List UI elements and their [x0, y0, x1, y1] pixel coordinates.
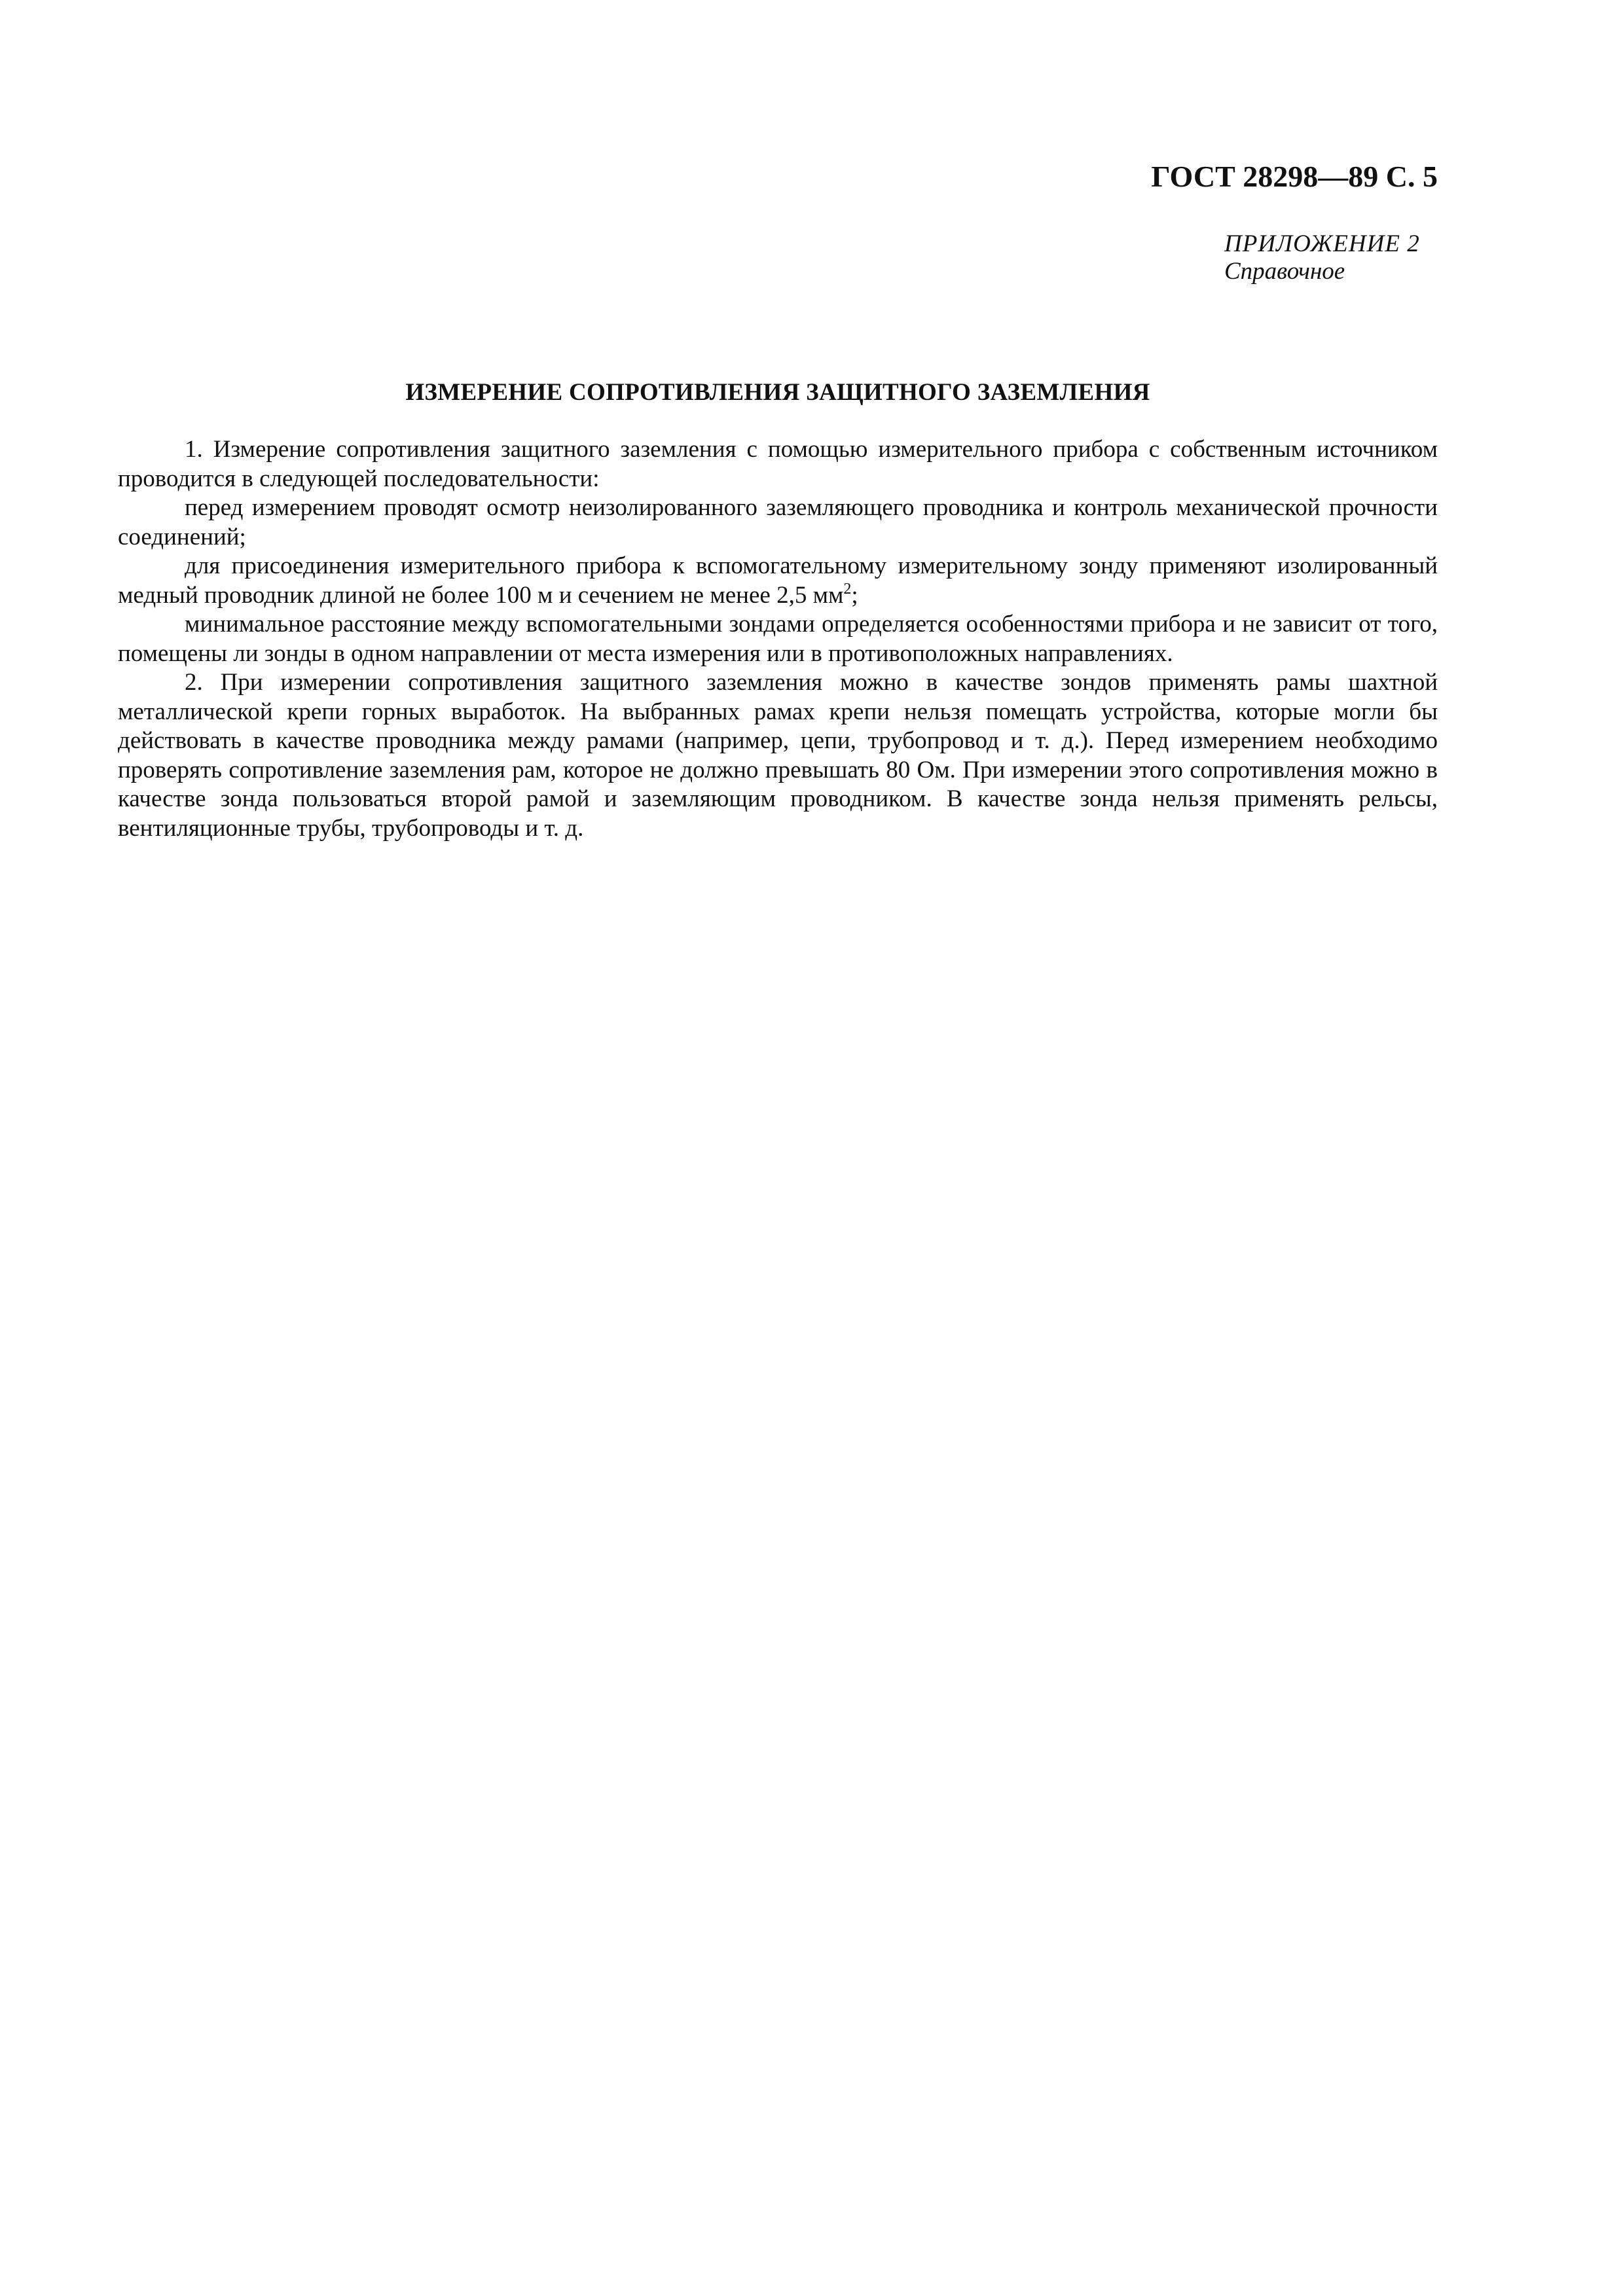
- paragraph-3-text: для присоединения измерительного прибора к вспомогательному измерительному зонду применяют изолированный медный проводник длиной не более 100 м и сечением не менее 2,5 мм: [118, 552, 1438, 609]
- page-header-reference: ГОСТ 28298—89 С. 5: [1151, 160, 1438, 193]
- appendix-subtitle: Справочное: [1224, 258, 1345, 285]
- section-title: ИЗМЕРЕНИЕ СОПРОТИВЛЕНИЯ ЗАЩИТНОГО ЗАЗЕМЛЕНИЯ: [405, 379, 1150, 406]
- paragraph-1: 1. Измерение сопротивления защитного заземления с помощью измерительного прибора с собственным источником проводится в следующей последовательности:: [118, 436, 1438, 492]
- appendix-label: [1224, 230, 1420, 285]
- section-body: [118, 435, 1438, 843]
- appendix-title: ПРИЛОЖЕНИЕ 2: [1224, 230, 1420, 257]
- paragraph-4: минимальное расстояние между вспомогательными зондами определяется особенностями прибора и не зависит от того, помещены ли зонды в одном направлении от места измерения или в противоположных направлениях.: [118, 611, 1438, 667]
- paragraph-5: 2. При измерении сопротивления защитного заземления можно в качестве зондов применять рамы шахтной металлической крепи горных выработок. На выбранных рамах крепи нельзя помещать устройства, которые могли бы действовать в качестве проводника между рамами (например, цепи, трубопровод и т. д.). Перед измерением необходимо проверять сопротивление заземления рам, которое не должно превышать 80 Ом. При измерении этого сопротивления можно в качестве зонда пользоваться второй рамой и заземляющим проводником. В качестве зонда нельзя применять рельсы, вентиляционные трубы, трубопроводы и т. д.: [118, 669, 1438, 842]
- paragraph-2: перед измерением проводят осмотр неизолированного заземляющего проводника и контроль механической прочности соединений;: [118, 494, 1438, 550]
- unit-superscript: 2: [843, 580, 852, 598]
- paragraph-3: [118, 552, 1438, 610]
- paragraph-3-tail: ;: [851, 581, 858, 609]
